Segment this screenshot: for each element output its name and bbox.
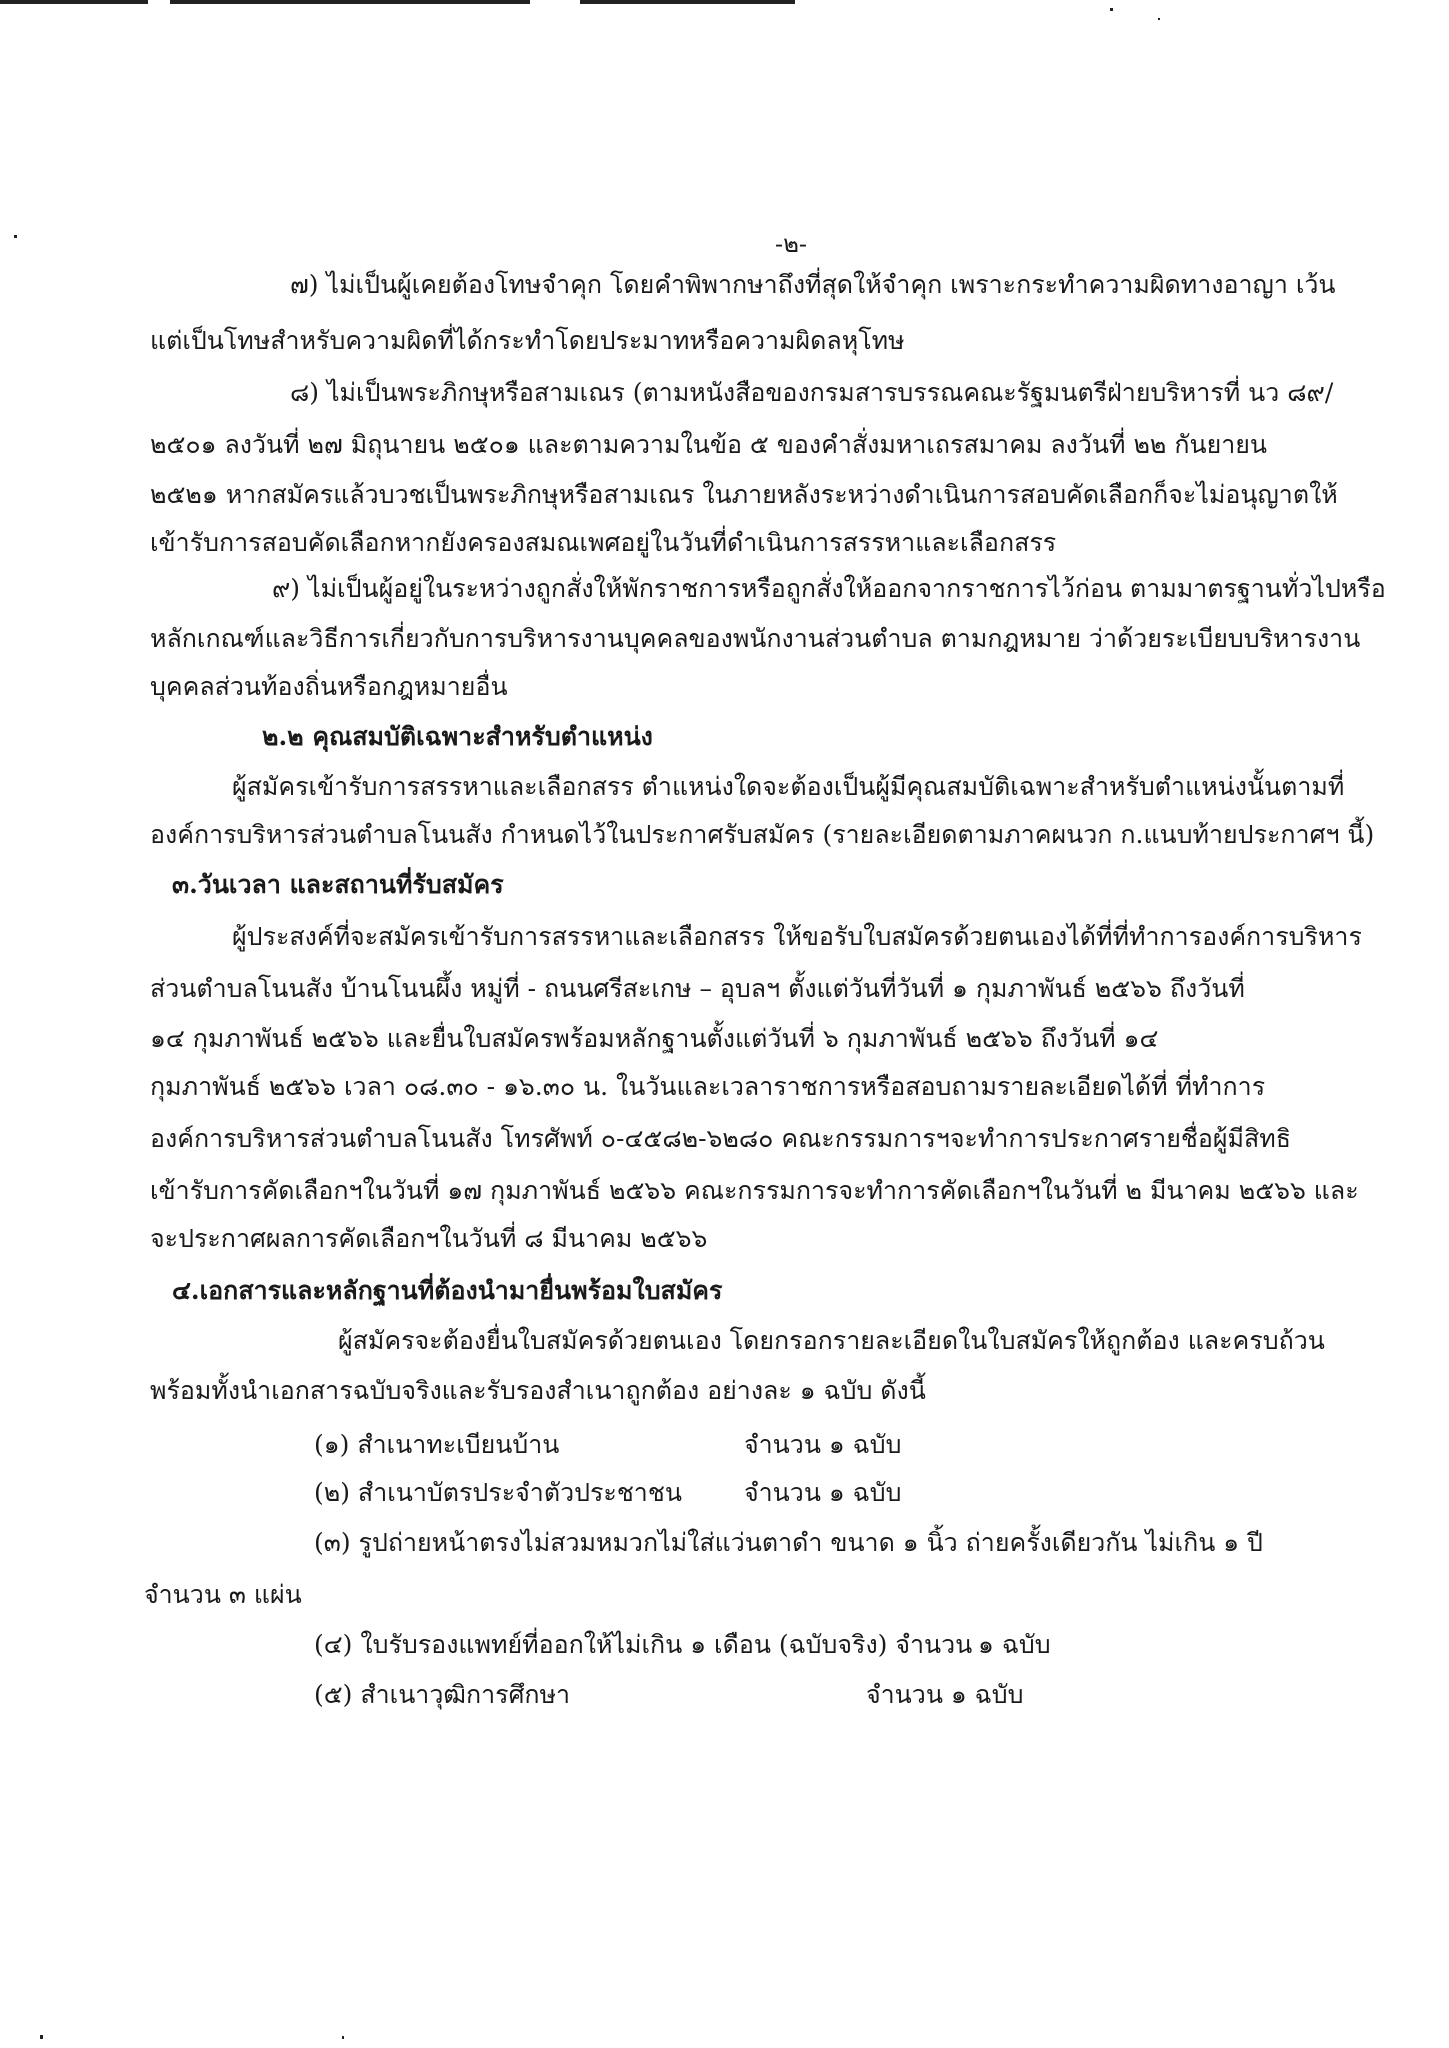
scan-line-top-left: [0, 0, 148, 4]
paragraph-8-line-1: ๘) ไม่เป็นพระภิกษุหรือสามเณร (ตามหนังสือของกรมสารบรรณคณะรัฐมนตรีฝ่ายบริหารที่ นว ๘๙/: [290, 378, 1334, 407]
document-4-quantity: ๑ ฉบับ: [978, 1630, 1051, 1659]
section-3-line-6: เข้ารับการคัดเลือกฯในวันที่ ๑๗ กุมภาพันธ์ ๒๕๖๖ คณะกรรมการจะทำการคัดเลือกฯในวันที่ ๒ มีนาคม ๒๕๖๖ และ: [150, 1176, 1359, 1205]
section-3-line-5: องค์การบริหารส่วนตำบลโนนสัง โทรศัพท์ ๐-๔๕๘๒-๖๒๘๐ คณะกรรมการฯจะทำการประกาศรายชื่อผู้มีสิทธิ: [150, 1124, 1292, 1153]
scan-line-top-right: [580, 0, 795, 4]
document-1-label: (๑) สำเนาทะเบียนบ้าน: [314, 1430, 560, 1459]
paragraph-7-line-1: ๗) ไม่เป็นผู้เคยต้องโทษจำคุก โดยคำพิพากษาถึงที่สุดให้จำคุก เพราะกระทำความผิดทางอาญา เว้น: [290, 270, 1336, 299]
section-3-line-3: ๑๔ กุมภาพันธ์ ๒๕๖๖ และยื่นใบสมัครพร้อมหลักฐานตั้งแต่วันที่ ๖ กุมภาพันธ์ ๒๕๖๖ ถึงวันที่ ๑๔: [150, 1024, 1159, 1053]
document-2-label: (๒) สำเนาบัตรประจำตัวประชาชน: [314, 1478, 682, 1507]
document-4-label: (๔) ใบรับรองแพทย์ที่ออกให้ไม่เกิน ๑ เดือน (ฉบับจริง) จำนวน: [314, 1630, 973, 1659]
document-3-line-2: จำนวน ๓ แผ่น: [144, 1580, 302, 1609]
qualification-line-2: องค์การบริหารส่วนตำบลโนนสัง กำหนดไว้ในประกาศรับสมัคร (รายละเอียดตามภาคผนวก ก.แนบท้ายประกาศฯ นี้): [150, 820, 1375, 849]
paragraph-8-line-4: เข้ารับการสอบคัดเลือกหากยังครองสมณเพศอยู่ในวันที่ดำเนินการสรรหาและเลือกสรร: [150, 528, 1057, 557]
document-2-quantity: จำนวน ๑ ฉบับ: [744, 1478, 902, 1507]
paragraph-7-line-2: แต่เป็นโทษสำหรับความผิดที่ได้กระทำโดยประมาทหรือความผิดลหุโทษ: [150, 326, 905, 355]
section-2-2-heading: ๒.๒ คุณสมบัติเฉพาะสำหรับตำแหน่ง: [262, 722, 653, 751]
section-4-line-2: พร้อมทั้งนำเอกสารฉบับจริงและรับรองสำเนาถูกต้อง อย่างละ ๑ ฉบับ ดังนี้: [150, 1376, 926, 1405]
section-3-line-1: ผู้ประสงค์ที่จะสมัครเข้ารับการสรรหาและเลือกสรร ให้ขอรับใบสมัครด้วยตนเองได้ที่ที่ทำการองค์การบริหาร: [232, 922, 1362, 951]
section-3-line-4: กุมภาพันธ์ ๒๕๖๖ เวลา ๐๘.๓๐ - ๑๖.๓๐ น. ในวันและเวลาราชการหรือสอบถามรายละเอียดได้ที่ ที่ทำการ: [150, 1072, 1266, 1101]
scan-dot: [40, 2035, 43, 2039]
scan-dot: [342, 2036, 344, 2039]
paragraph-8-line-2: ๒๕๐๑ ลงวันที่ ๒๗ มิถุนายน ๒๕๐๑ และตามความในข้อ ๕ ของคำสั่งมหาเถรสมาคม ลงวันที่ ๒๒ กันยายน: [150, 430, 1268, 459]
qualification-line-1: ผู้สมัครเข้ารับการสรรหาและเลือกสรร ตำแหน่งใดจะต้องเป็นผู้มีคุณสมบัติเฉพาะสำหรับตำแหน่งนั้นตามที่: [232, 772, 1345, 801]
section-3-line-7: จะประกาศผลการคัดเลือกฯในวันที่ ๘ มีนาคม ๒๕๖๖: [150, 1224, 708, 1253]
page-number: -๒-: [775, 230, 808, 258]
paragraph-8-line-3: ๒๕๒๑ หากสมัครแล้วบวชเป็นพระภิกษุหรือสามเณร ในภายหลังระหว่างดำเนินการสอบคัดเลือกก็จะไม่อนุญาตให้: [150, 480, 1338, 509]
document-3-line-1: (๓) รูปถ่ายหน้าตรงไม่สวมหมวกไม่ใส่แว่นตาดำ ขนาด ๑ นิ้ว ถ่ายครั้งเดียวกัน ไม่เกิน ๑ ปี: [314, 1528, 1263, 1557]
paragraph-9-line-1: ๙) ไม่เป็นผู้อยู่ในระหว่างถูกสั่งให้พักราชการหรือถูกสั่งให้ออกจากราชการไว้ก่อน ตามมาตรฐานทั่วไปหรือ: [272, 574, 1386, 603]
scan-line-top-mid: [170, 0, 530, 4]
document-1-quantity: จำนวน ๑ ฉบับ: [744, 1430, 902, 1459]
scan-dot: [1110, 8, 1113, 11]
document-5-quantity: จำนวน ๑ ฉบับ: [866, 1680, 1024, 1709]
scan-dot: [1158, 18, 1160, 20]
scan-dot: [14, 235, 17, 238]
section-3-heading: ๓.วันเวลา และสถานที่รับสมัคร: [172, 870, 504, 899]
document-5-label: (๕) สำเนาวุฒิการศึกษา: [314, 1680, 571, 1709]
section-4-line-1: ผู้สมัครจะต้องยื่นใบสมัครด้วยตนเอง โดยกรอกรายละเอียดในใบสมัครให้ถูกต้อง และครบถ้วน: [338, 1326, 1325, 1355]
section-3-line-2: ส่วนตำบลโนนสัง บ้านโนนผึ้ง หมู่ที่ - ถนนศรีสะเกษ – อุบลฯ ตั้งแต่วันที่วันที่ ๑ กุมภาพันธ์ ๒๕๖๖ ถึงวันที่: [150, 974, 1245, 1003]
paragraph-9-line-2: หลักเกณฑ์และวิธีการเกี่ยวกับการบริหารงานบุคคลของพนักงานส่วนตำบล ตามกฎหมาย ว่าด้วยระเบียบบริหารงาน: [150, 624, 1361, 653]
section-4-heading: ๔.เอกสารและหลักฐานที่ต้องนำมายื่นพร้อมใบสมัคร: [172, 1276, 723, 1305]
paragraph-9-line-3: บุคคลส่วนท้องถิ่นหรือกฎหมายอื่น: [150, 672, 508, 701]
